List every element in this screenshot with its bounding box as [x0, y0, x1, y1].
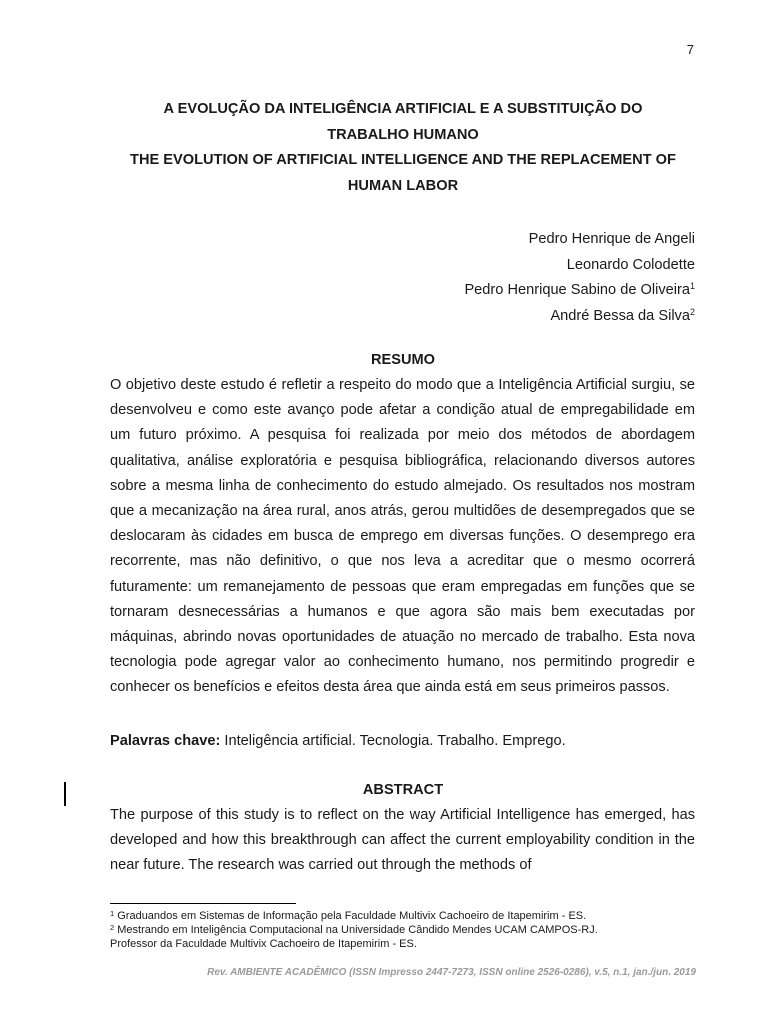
title-pt-line1: A EVOLUÇÃO DA INTELIGÊNCIA ARTIFICIAL E A SUBSTITUIÇÃO DO: [163, 101, 643, 117]
author-name: Pedro Henrique Sabino de Oliveira: [464, 282, 690, 298]
resumo-text: O objetivo deste estudo é refletir a respeito do modo que a Inteligência Artificial surgiu, se desenvolveu e como este avanço pode afetar a condição atual de empregabilidade em um futuro próximo. A pesquisa foi realizada por meio dos métodos de abordagem qualitativa, análise exploratória e pesquisa bibliográfica, relacionando diversos autores sobre a mesma linha de conhecimento do estudo almejado. Os resultados nos mostram que a mecanização na área rural, anos atrás, gerou multidões de desempregados que se deslocaram às cidades em busca de emprego em diversas funções. O desemprego era recorrente, mas não definitivo, o que nos leva a acreditar que o mesmo ocorrerá futuramente: um remanejamento de pessoas que eram empregadas em funções que se tornaram desnecessárias a humanos e que agora são mais bem executadas por máquinas, abrindo novas oportunidades de atuação no mercado de trabalho. Esta nova tecnologia pode agregar valor ao conhecimento humano, nos permitindo progredir e conhecer os benefícios e efeitos desta área que ainda está em seus primeiros passos.: [110, 377, 695, 696]
author-name: André Bessa da Silva: [550, 307, 690, 324]
title-en-line2: HUMAN LABOR: [347, 177, 459, 194]
keywords-list: Inteligência artificial. Tecnologia. Trabalho. Emprego.: [224, 733, 566, 749]
footnote-divider: [110, 903, 296, 904]
page-number: 7: [686, 42, 694, 57]
journal-footer: Rev. AMBIENTE ACADÊMICO (ISSN Impresso 2447-7273, ISSN online 2526-0286), v.5, n.1, jan./jun. 2019: [207, 967, 696, 978]
footnote-text: Mestrando em Inteligência Computacional na Universidade Cândido Mendes UCAM CAMPOS-RJ.: [117, 924, 598, 936]
author-name: Leonardo Colodette: [566, 256, 695, 273]
resumo-heading: RESUMO: [370, 352, 436, 368]
footnote-mark: 1: [110, 909, 115, 918]
footnote-1: [110, 909, 598, 923]
abstract-text: The purpose of this study is to reflect on the way Artificial Intelligence has emerged, has developed and how this breakthrough can affect the current employability condition in the near future. The research was carried out through the methods of: [110, 807, 695, 874]
abstract-heading: ABSTRACT: [362, 782, 444, 798]
revision-bar: [64, 782, 66, 806]
author: [464, 304, 695, 330]
footnote-2: [110, 923, 598, 937]
footnote-2-continued: Professor da Faculdade Multivix Cachoeiro de Itapemirim - ES.: [110, 938, 417, 950]
keywords: [110, 733, 696, 749]
author: [464, 278, 695, 304]
footnote-mark: 2: [110, 923, 115, 932]
footnote-marker: 1: [689, 281, 695, 291]
footnote-text: Graduandos em Sistemas de Informação pela Faculdade Multivix Cachoeiro de Itapemirim - ES.: [117, 910, 587, 922]
author: [464, 227, 695, 253]
footnote-marker: 2: [689, 306, 695, 317]
footnotes: [110, 909, 598, 951]
author-name: Pedro Henrique de Angeli: [528, 231, 695, 247]
author-list: [464, 227, 695, 329]
title-en-line1: THE EVOLUTION OF ARTIFICIAL INTELLIGENCE AND THE REPLACEMENT OF: [130, 152, 676, 168]
paper-title: [110, 97, 696, 199]
keywords-label: Palavras chave:: [110, 733, 221, 749]
title-pt-line2: TRABALHO HUMANO: [327, 126, 479, 143]
author: [464, 253, 695, 279]
